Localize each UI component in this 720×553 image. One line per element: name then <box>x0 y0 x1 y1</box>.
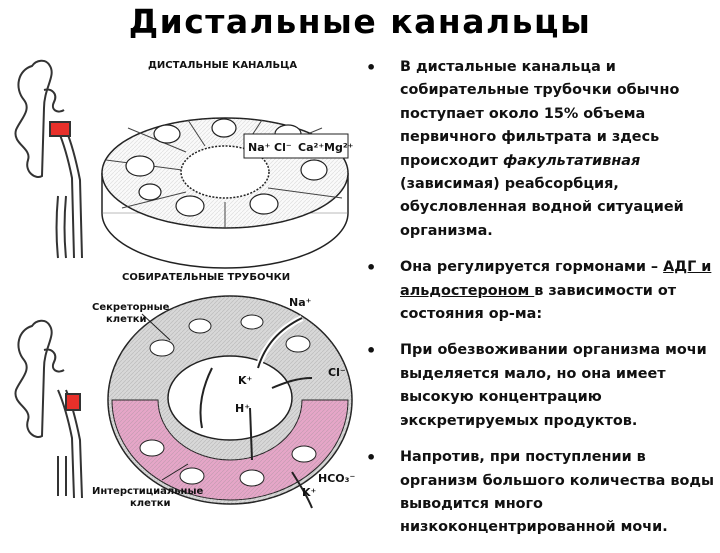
secretory-cells-label-1: Секреторные <box>92 302 170 313</box>
ion-k-lower: K⁺ <box>302 486 317 499</box>
slide-title: Дистальные канальцы <box>128 2 592 41</box>
tubule-diagram <box>2 48 362 538</box>
interstitial-cells-label-1: Интерстициальные <box>92 486 204 497</box>
nephron-schematic-top <box>15 61 82 258</box>
ion-k-upper: K⁺ <box>238 374 253 387</box>
bullet-underlined: АДГ и альдостероном <box>400 259 712 299</box>
top-ion-cl: Cl⁻ <box>274 141 292 154</box>
bullet-list <box>366 56 716 553</box>
ion-cl: Cl⁻ <box>328 366 346 379</box>
bullet-dot: • <box>366 448 377 468</box>
bullet-dot: • <box>366 58 377 77</box>
bullet-text: При обезвоживании организма мочи выделяется мало, но она имеет высокую концентрацию экскретируемых продуктов. <box>400 342 707 429</box>
distal-tubule-section <box>102 118 354 268</box>
collecting-duct-section <box>108 296 355 508</box>
bullet-text: Напротив, при поступлении в организм большого количества воды выводится много низкоконцентрированной мочи. <box>400 449 714 536</box>
bullet-text: Она регулируется гормонами – <box>400 259 664 276</box>
bullet-emphasis: факультативная <box>502 152 641 169</box>
top-ion-ca: Ca²⁺ <box>298 141 325 154</box>
secretory-cells-label-2: клетки <box>106 314 147 325</box>
kidney-tubule-illustration <box>2 48 362 538</box>
distal-tubules-label: ДИСТАЛЬНЫЕ КАНАЛЬЦА <box>148 60 298 71</box>
bullet-dot: • <box>366 258 377 278</box>
bullet-text: (зависимая) реабсорбция, обусловленная водной ситуацией организма. <box>400 176 684 239</box>
bullet-dot: • <box>366 341 377 361</box>
top-ion-mg: Mg²⁺ <box>324 141 354 154</box>
ion-hco3: HCO₃⁻ <box>318 472 356 485</box>
bullet-text: в зависимости от состояния ор-ма: <box>400 282 677 323</box>
ion-h: H⁺ <box>235 402 251 415</box>
collecting-ducts-label: СОБИРАТЕЛЬНЫЕ ТРУБОЧКИ <box>122 272 291 283</box>
bullet-item <box>366 56 716 243</box>
interstitial-cells-label-2: клетки <box>130 498 171 509</box>
bullet-text: В дистальные канальца и собирательные трубочки обычно поступает около 15% объема первичного фильтрата и здесь происходит <box>400 59 680 169</box>
bullet-item <box>366 446 716 540</box>
top-ion-na: Na⁺ <box>248 141 271 154</box>
ion-na: Na⁺ <box>289 296 312 309</box>
bullet-item <box>366 256 716 326</box>
bullet-item <box>366 339 716 433</box>
nephron-schematic-bottom <box>15 321 82 498</box>
